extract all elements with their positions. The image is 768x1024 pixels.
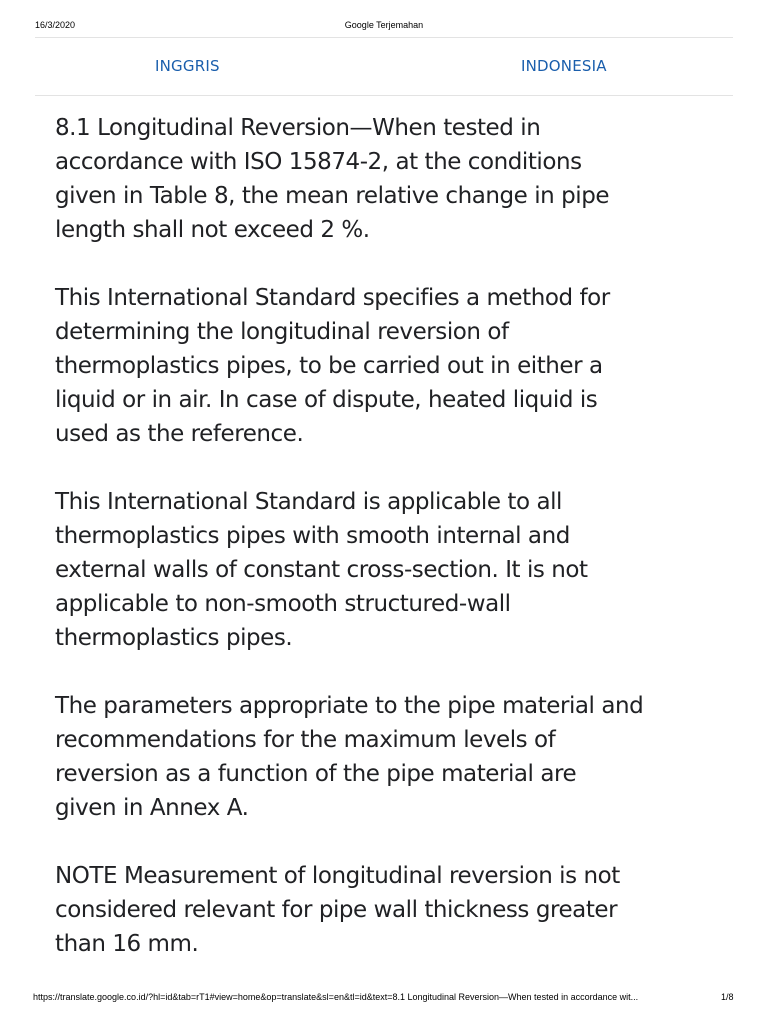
print-page-number: 1/8 (721, 992, 734, 1002)
target-language-button[interactable]: INDONESIA (521, 57, 607, 75)
source-text-area[interactable] (55, 111, 695, 995)
language-selector-bar (35, 37, 733, 96)
print-url: https://translate.google.co.id/?hl=id&tab=rT1#view=home&op=translate&sl=en&tl=id&text=8.1 Longitudinal Reversion—When tested in accordance wit... (33, 992, 639, 1002)
source-paragraph: This International Standard is applicable to all thermoplastics pipes with smooth internal and external walls of constant cross-section. It is not applicable to non-smooth structured-wall thermoplastics pipes. (55, 489, 588, 651)
source-paragraph: NOTE Measurement of longitudinal reversion is not considered relevant for pipe wall thickness greater than 16 mm. (55, 863, 620, 957)
print-footer (0, 988, 768, 1008)
source-language-button[interactable]: INGGRIS (155, 57, 220, 75)
print-page-title: Google Terjemahan (344, 20, 424, 30)
source-paragraph: 8.1 Longitudinal Reversion—When tested in accordance with ISO 15874-2, at the conditions given in Table 8, the mean relative change in pipe length shall not exceed 2 %. (55, 115, 610, 243)
source-paragraph: This International Standard specifies a method for determining the longitudinal reversion of thermoplastics pipes, to be carried out in either a liquid or in air. In case of dispute, heated liquid is used as the reference. (55, 285, 610, 447)
print-date: 16/3/2020 (35, 20, 76, 30)
print-header (0, 0, 768, 36)
source-paragraph: The parameters appropriate to the pipe material and recommendations for the maximum levels of reversion as a function of the pipe material are given in Annex A. (55, 693, 644, 821)
